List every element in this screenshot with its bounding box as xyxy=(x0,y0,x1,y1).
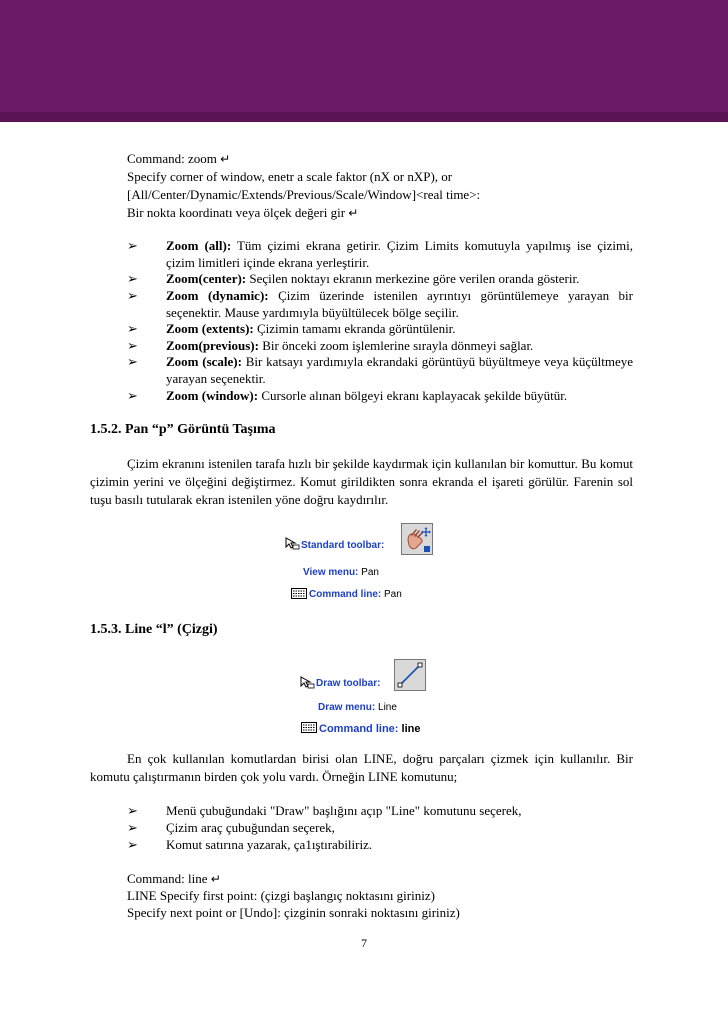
bullet-arrow-icon: ➢ xyxy=(127,288,138,303)
pan-hand-icon[interactable] xyxy=(401,523,433,555)
zoom-option-extents: ➢ Zoom (extents): Çizimin tamamı ekranda görüntülenir. xyxy=(127,321,456,336)
header-banner xyxy=(0,0,728,122)
pan-heading: 1.5.2. Pan “p” Görüntü Taşıma xyxy=(90,422,276,437)
bullet-arrow-icon: ➢ xyxy=(127,803,138,818)
line-tool-icon[interactable] xyxy=(394,659,426,691)
bullet-arrow-icon: ➢ xyxy=(127,388,138,403)
zoom-option-scale: ➢ Zoom (scale): Bir katsayı yardımıyla ekrandaki görüntüyü büyültmeye veya küçültmeye yarayan seçenektir. xyxy=(127,354,633,386)
view-menu-label: View menu: Pan xyxy=(303,567,379,578)
keyboard-icon xyxy=(301,722,317,733)
bullet-arrow-icon: ➢ xyxy=(127,271,138,286)
line-method-toolbar: ➢ Çizim araç çubuğundan seçerek, xyxy=(127,820,335,835)
zoom-options-line: [All/Center/Dynamic/Extends/Previous/Scale/Window]<real time>: xyxy=(127,187,481,202)
keyboard-icon xyxy=(291,588,307,599)
zoom-prompt-line: Specify corner of window, enetr a scale faktor (nX or nXP), or xyxy=(127,169,453,184)
zoom-option-dynamic: ➢ Zoom (dynamic): Çizim üzerinde istenilen ayrıntıyı görüntülemeye yarayan bir seçenektir. Mause yardımıyla büyültülecek bölge seçilir. xyxy=(127,288,633,320)
pan-paragraph: Çizim ekranını istenilen tarafa hızlı bir şekilde kaydırmak için kullanılan bir komuttur. Bu komut çizimin yerini ve ölçeğini değiştirmez. Komut girildikten sonra ekranda el işareti görülür. Farenin sol tuşu basılı tutularak ekran istenilen yöne doğru kaydırılır. xyxy=(90,456,633,507)
zoom-option-center: ➢ Zoom(center): Seçilen noktayı ekranın merkezine göre verilen oranda gösterir. xyxy=(127,271,580,286)
pan-command-line-label: Command line: Pan xyxy=(309,589,402,600)
line-next-point-line: Specify next point or [Undo]: çizginin sonraki noktasını giriniz) xyxy=(127,905,460,920)
bullet-arrow-icon: ➢ xyxy=(127,837,138,852)
toolbar-pointer-icon xyxy=(299,675,315,689)
bullet-arrow-icon: ➢ xyxy=(127,321,138,336)
zoom-turkish-line: Bir nokta koordinatı veya ölçek değeri gir ↵ xyxy=(127,205,359,220)
zoom-option-previous: ➢ Zoom(previous): Bir önceki zoom işlemlerine sırayla dönmeyi sağlar. xyxy=(127,338,534,353)
line-method-command: ➢ Komut satırına yazarak, ça1ıştırabiliriz. xyxy=(127,837,373,852)
draw-toolbar-label: Draw toolbar: xyxy=(316,678,381,689)
bullet-arrow-icon: ➢ xyxy=(127,354,138,369)
zoom-option-window: ➢ Zoom (window): Cursorle alınan bölgeyi ekranı kaplayacak şekilde büyütür. xyxy=(127,388,568,403)
line-method-menu: ➢ Menü çubuğundaki "Draw" başlığını açıp "Line" komutunu seçerek, xyxy=(127,803,522,818)
line-heading: 1.5.3. Line “l” (Çizgi) xyxy=(90,622,218,637)
bullet-arrow-icon: ➢ xyxy=(127,338,138,353)
standard-toolbar-label: Standard toolbar: xyxy=(301,540,385,551)
page-number: 7 xyxy=(361,936,367,950)
draw-menu-label: Draw menu: Line xyxy=(318,702,397,713)
line-command-line: Command: line ↵ xyxy=(127,871,221,886)
toolbar-pointer-icon xyxy=(284,536,300,550)
line-first-point-line: LINE Specify first point: (çizgi başlangıç noktasını giriniz) xyxy=(127,888,435,903)
bullet-arrow-icon: ➢ xyxy=(127,820,138,835)
zoom-option-all: ➢ Zoom (all): Tüm çizimi ekrana getirir. Çizim Limits komutuyla yapılmış ise çizimi, çizim limitleri içinde ekrana yerleştirir. xyxy=(127,238,634,270)
zoom-command-line: Command: zoom ↵ xyxy=(127,151,231,166)
line-command-line-label: Command line: line xyxy=(319,723,421,735)
line-paragraph: En çok kullanılan komutlardan birisi olan LINE, doğru parçaları çizmek için kullanılır. Bir komutu çalıştırmanın birden çok yolu vardı. Örneğin LINE komutunu; xyxy=(90,751,633,784)
bullet-arrow-icon: ➢ xyxy=(127,238,138,253)
